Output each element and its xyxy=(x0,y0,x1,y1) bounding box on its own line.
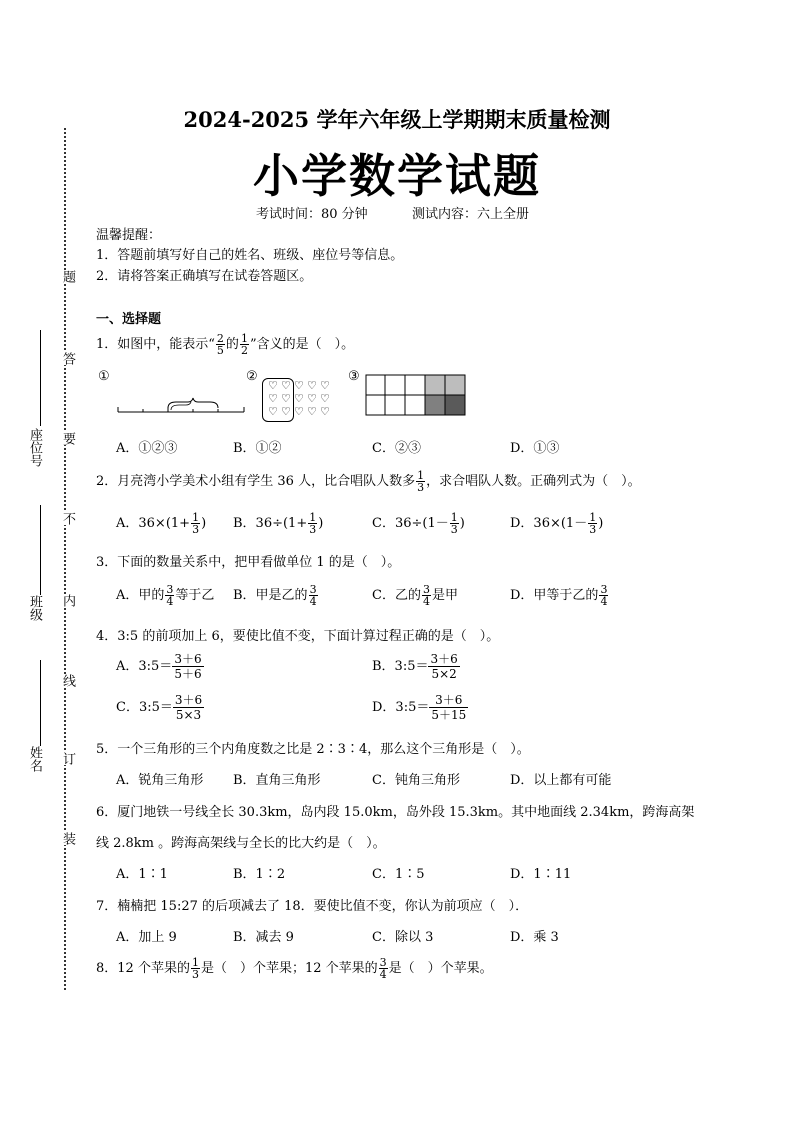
q1-text-post: ”含义的是（ ）。 xyxy=(249,337,355,352)
class-field-line[interactable] xyxy=(40,505,41,595)
option-d[interactable]: D．36×(1－ $\frac{1}{3}$ ) xyxy=(510,511,604,536)
fraction: $\frac{1}{3}$ xyxy=(191,956,199,981)
exam-content: 测试内容：六上全册 xyxy=(412,207,530,222)
figure-1-segment xyxy=(116,396,248,420)
subject-title: 小学数学试题 xyxy=(253,149,541,203)
figure-label: ② xyxy=(246,369,258,384)
q8-text: 8．12 个苹果的 xyxy=(96,961,190,976)
reminder-item: 2．请将答案正确填写在试卷答题区。 xyxy=(96,269,313,284)
option-a[interactable]: A．加上 9 xyxy=(116,930,177,945)
option-c[interactable]: C．3:5＝ $\frac{3+6}{5\times 3}$ xyxy=(116,693,203,722)
heart-icon: ♡ xyxy=(320,405,330,418)
q1-text-pre: 1．如图中，能表示“ xyxy=(96,337,215,352)
seat-field-label: 座位号 xyxy=(27,428,42,467)
q2-text-pre: 2．月亮湾小学美术小组有学生 36 人，比合唱队人数多 xyxy=(96,474,416,489)
option-d[interactable]: D．乘 3 xyxy=(510,930,559,945)
heart-icon: ♡ xyxy=(307,379,317,392)
option-c[interactable]: C．乙的 $\frac{3}{4}$ 是甲 xyxy=(372,583,458,608)
figure-label: ③ xyxy=(348,369,360,384)
name-field-line[interactable] xyxy=(40,660,41,746)
exam-title: 2024-2025 学年六年级上学期期末质量检测 xyxy=(183,107,611,132)
figure-3-grid xyxy=(365,374,467,416)
question-3: 3．下面的数量关系中，把甲看做单位 1 的是（ ）。 xyxy=(96,555,401,570)
question-6-line-2: 线 2.8km 。跨海高架线与全长的比大约是（ ）。 xyxy=(96,836,386,851)
option-b[interactable]: B．甲是乙的 $\frac{3}{4}$ xyxy=(233,583,317,608)
heart-icon: ♡ xyxy=(294,405,304,418)
heart-icon: ♡ xyxy=(281,379,291,392)
figure-label: ① xyxy=(98,369,110,384)
q1-text-mid: 的 xyxy=(225,337,239,352)
fraction: $\frac{3}{4}$ xyxy=(379,956,387,981)
option-b[interactable]: B．减去 9 xyxy=(233,930,294,945)
heart-icon: ♡ xyxy=(281,392,291,405)
option-b[interactable]: B．3:5＝ $\frac{3+6}{5\times 2}$ xyxy=(372,652,458,681)
option-d[interactable]: D．3:5＝ $\frac{3+6}{5+15}$ xyxy=(372,693,467,722)
heart-icon: ♡ xyxy=(294,392,304,405)
reminder-item: 1．答题前填写好自己的姓名、班级、座位号等信息。 xyxy=(96,248,404,263)
heart-icon: ♡ xyxy=(281,405,291,418)
heart-icon: ♡ xyxy=(320,379,330,392)
question-7: 7．楠楠把 15:27 的后项减去了 18．要使比值不变，你认为前项应（ ）． xyxy=(96,899,529,914)
option-a[interactable]: A．甲的 $\frac{3}{4}$ 等于乙 xyxy=(116,583,215,608)
question-4: 4．3:5 的前项加上 6，要使比值不变，下面计算过程正确的是（ ）。 xyxy=(96,629,500,644)
option-c[interactable]: C．36÷(1－ $\frac{1}{3}$ ) xyxy=(372,511,465,536)
q8-text: 是（ ）个苹果；12 个苹果的 xyxy=(200,961,378,976)
option-d[interactable]: D．以上都有可能 xyxy=(510,773,612,788)
option-b[interactable]: B．直角三角形 xyxy=(233,773,321,788)
question-1 xyxy=(96,333,354,356)
option-a[interactable]: A．36×(1+ $\frac{1}{3}$ ) xyxy=(116,511,207,536)
binding-char: 装 xyxy=(60,832,75,845)
fraction: $\frac{1}{2}$ xyxy=(240,332,248,357)
name-field-label: 姓名 xyxy=(27,746,42,772)
option-c[interactable]: C．②③ xyxy=(372,441,421,456)
binding-char: 线 xyxy=(60,674,75,687)
heart-icon: ♡ xyxy=(294,379,304,392)
class-field-label: 班级 xyxy=(27,595,42,621)
q2-text-post: ，求合唱队人数。正确列式为（ ）。 xyxy=(426,474,641,489)
binding-char: 内 xyxy=(60,594,75,607)
exam-time: 考试时间：80 分钟 xyxy=(256,207,368,222)
heart-icon: ♡ xyxy=(268,405,278,418)
binding-dotted-line xyxy=(64,128,66,990)
option-d[interactable]: D．1∶11 xyxy=(510,867,572,882)
seat-field-line[interactable] xyxy=(40,330,41,426)
binding-char: 订 xyxy=(60,752,75,765)
heart-icon: ♡ xyxy=(268,392,278,405)
question-5: 5．一个三角形的三个内角度数之比是 2∶3∶4，那么这个三角形是（ ）。 xyxy=(96,742,530,757)
fraction: $\frac{1}{3}$ xyxy=(417,469,425,494)
option-d[interactable]: D．①③ xyxy=(510,441,560,456)
binding-char: 答 xyxy=(60,352,75,365)
option-b[interactable]: B．36÷(1+ $\frac{1}{3}$ ) xyxy=(233,511,324,536)
option-b[interactable]: B．1∶2 xyxy=(233,867,286,882)
reminder-heading: 温馨提醒： xyxy=(96,228,162,243)
option-a[interactable]: A．锐角三角形 xyxy=(116,773,204,788)
question-2 xyxy=(96,470,641,493)
heart-icon: ♡ xyxy=(307,405,317,418)
section-title: 一、选择题 xyxy=(96,312,162,327)
question-6-line-1: 6．厦门地铁一号线全长 30.3km，岛内段 15.0km，岛外段 15.3km。其中地面线 2.34km，跨海高架 xyxy=(96,805,695,820)
option-a[interactable]: A．①②③ xyxy=(116,441,178,456)
option-c[interactable]: C．1∶5 xyxy=(372,867,425,882)
option-c[interactable]: C．钝角三角形 xyxy=(372,773,460,788)
option-a[interactable]: A．3:5＝ $\frac{3+6}{5+6}$ xyxy=(116,652,202,681)
heart-icon: ♡ xyxy=(307,392,317,405)
option-d[interactable]: D．甲等于乙的 $\frac{3}{4}$ xyxy=(510,583,608,608)
fraction: $\frac{2}{5}$ xyxy=(216,332,224,357)
q8-text: 是（ ）个苹果。 xyxy=(388,961,493,976)
heart-icon: ♡ xyxy=(268,379,278,392)
binding-char: 要 xyxy=(60,432,75,445)
option-a[interactable]: A．1∶1 xyxy=(116,867,168,882)
option-c[interactable]: C．除以 3 xyxy=(372,930,434,945)
binding-char: 不 xyxy=(60,512,75,525)
binding-char: 题 xyxy=(60,270,75,283)
figure-2-hearts xyxy=(268,379,333,418)
question-8 xyxy=(96,957,493,980)
heart-icon: ♡ xyxy=(320,392,330,405)
option-b[interactable]: B．①② xyxy=(233,441,282,456)
